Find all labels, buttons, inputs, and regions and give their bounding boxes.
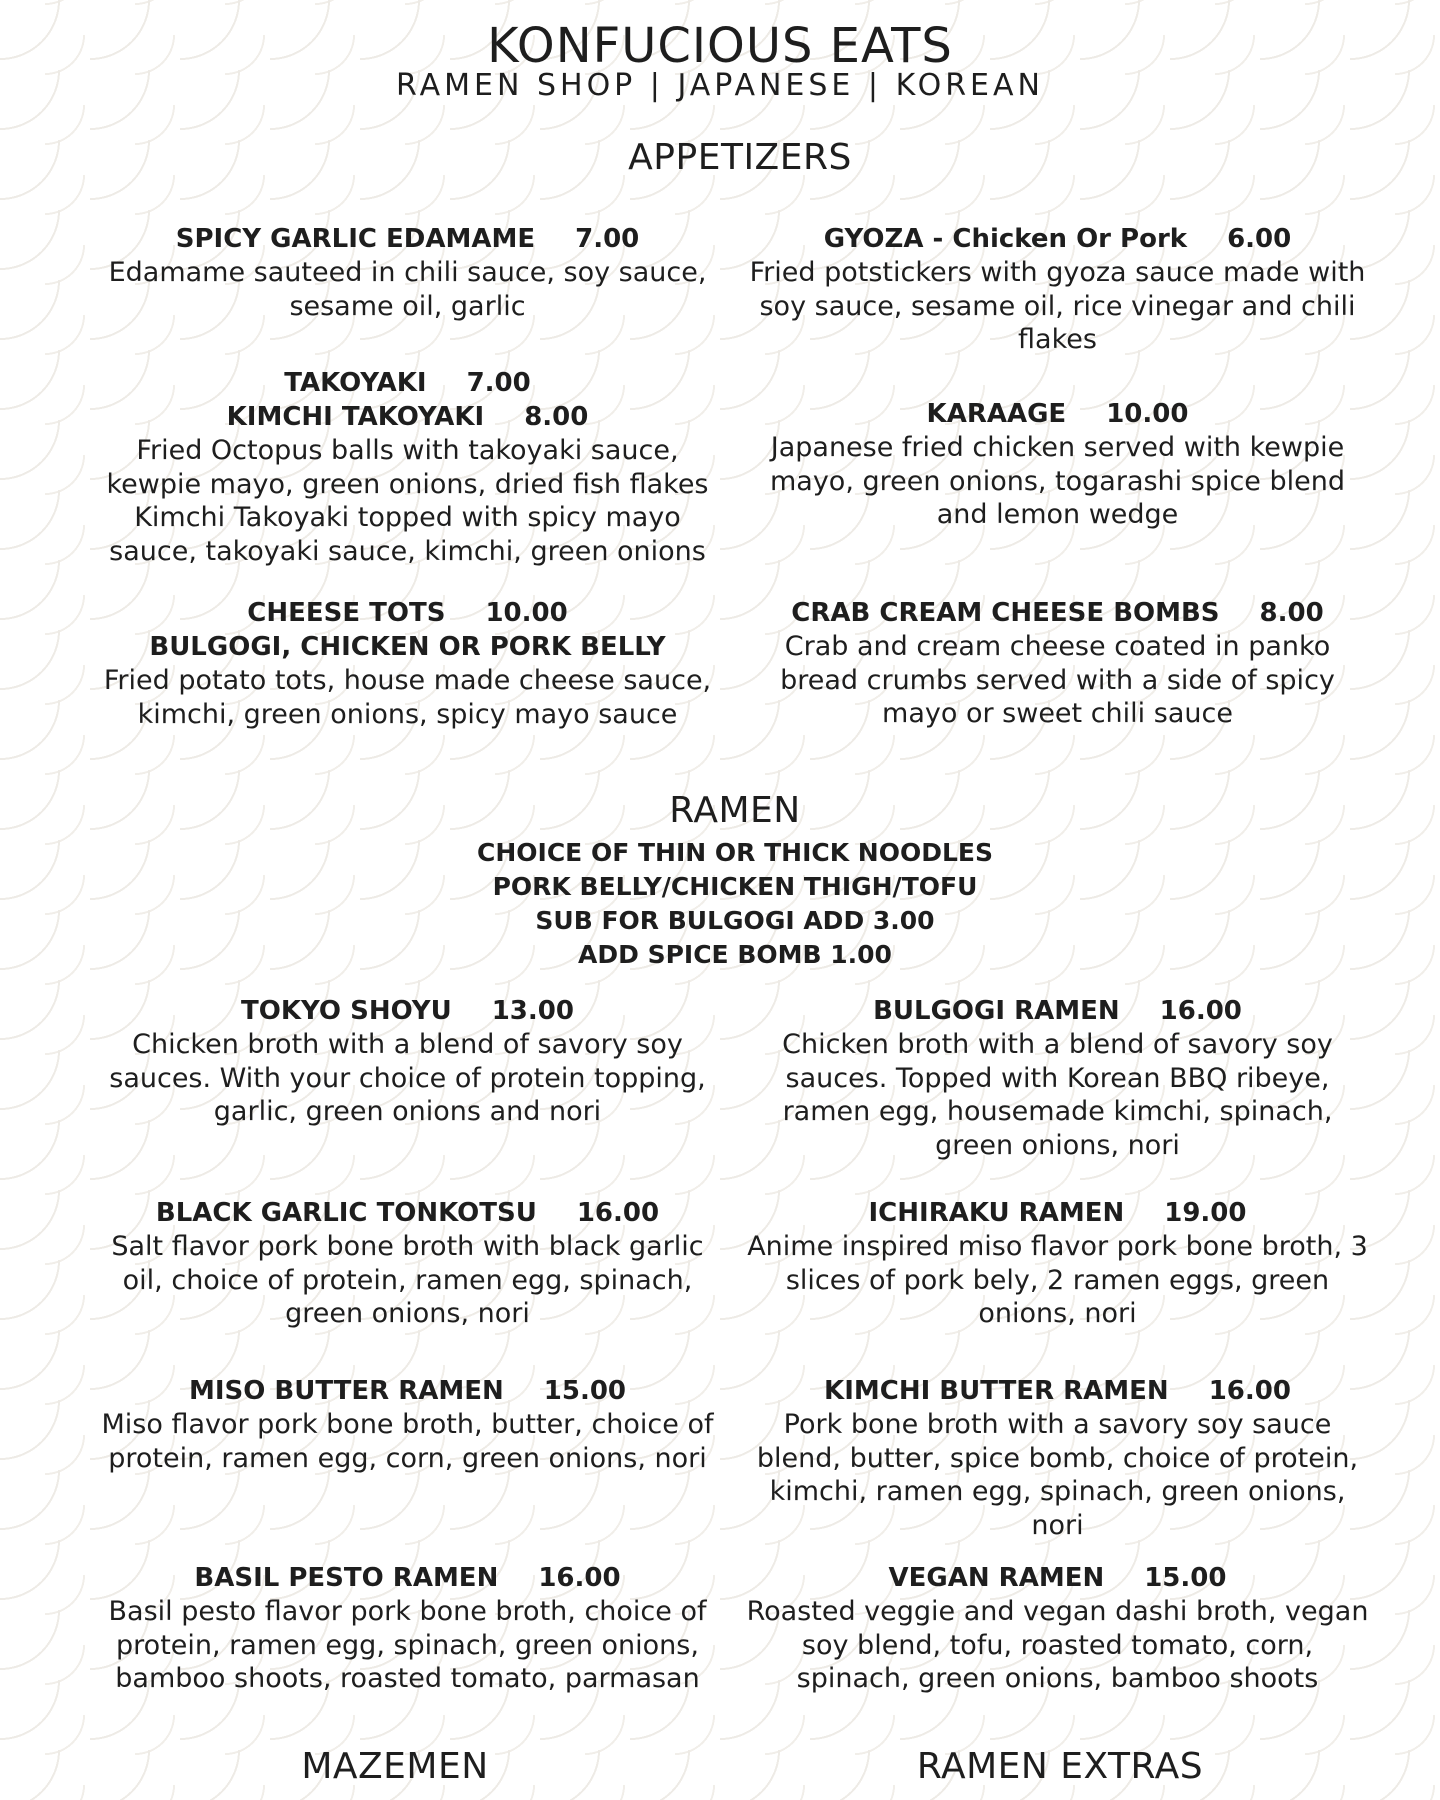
- item-description: Anime inspired miso flavor pork bone broth, 3 slices of pork bely, 2 ramen eggs, green onions, nori: [747, 1231, 1368, 1329]
- item-description: Edamame sauteed in chili sauce, soy sauce, sesame oil, garlic: [108, 257, 707, 322]
- item-name: SPICY GARLIC EDAMAME: [175, 224, 536, 254]
- ramen-notes: [0, 836, 1440, 972]
- item-price: 16.00: [538, 1563, 621, 1593]
- item-name-secondary: KIMCHI TAKOYAKI: [226, 402, 485, 432]
- menu-item-kimchi-butter-ramen: [745, 1374, 1370, 1542]
- ramen-title: RAMEN: [669, 790, 801, 831]
- item-description: Japanese fried chicken served with kewpie mayo, green onions, togarashi spice blend and lemon wedge: [769, 432, 1345, 530]
- item-name: VEGAN RAMEN: [888, 1563, 1105, 1593]
- menu-item-bulgogi-ramen: [745, 994, 1370, 1162]
- menu-item-tokyo-shoyu: [95, 994, 720, 1129]
- item-name: KARAAGE: [926, 399, 1067, 429]
- item-price: 16.00: [576, 1198, 660, 1228]
- menu-item-ichiraku-ramen: [745, 1196, 1370, 1331]
- item-name: GYOZA - Chicken Or Pork: [823, 224, 1188, 254]
- item-name: KIMCHI BUTTER RAMEN: [824, 1376, 1169, 1406]
- item-description: Miso flavor pork bone broth, butter, choice of protein, ramen egg, corn, green onions, nori: [101, 1409, 714, 1474]
- item-price: 7.00: [466, 368, 531, 398]
- item-description: Pork bone broth with a savory soy sauce blend, butter, spice bomb, choice of protein, kimchi, ramen egg, spinach, green onions, nori: [756, 1409, 1359, 1541]
- item-description: Crab and cream cheese coated in panko bread crumbs served with a side of spicy mayo or sweet chili sauce: [780, 631, 1335, 729]
- mazemen-title: MAZEMEN: [301, 1746, 489, 1787]
- item-name: ICHIRAKU RAMEN: [868, 1198, 1125, 1228]
- menu-item-miso-butter-ramen: [95, 1374, 720, 1475]
- item-description: Fried potato tots, house made cheese sauce, kimchi, green onions, spicy mayo sauce: [103, 665, 712, 730]
- item-name-secondary: BULGOGI, CHICKEN OR PORK BELLY: [149, 632, 666, 662]
- menu-item-black-garlic-tonkotsu: [95, 1196, 720, 1331]
- menu-item-takoyaki: [95, 366, 720, 568]
- item-price: 15.00: [543, 1376, 627, 1406]
- menu-item-basil-pesto-ramen: [95, 1561, 720, 1696]
- menu-item-gyoza: [745, 222, 1370, 357]
- ramen-note: CHOICE OF THIN OR THICK NOODLES: [477, 838, 993, 867]
- item-description: Chicken broth with a blend of savory soy sauces. With your choice of protein topping, garlic, green onions and nori: [109, 1029, 706, 1127]
- item-price: 16.00: [1159, 996, 1242, 1026]
- item-name: BLACK GARLIC TONKOTSU: [155, 1198, 537, 1228]
- item-name: BULGOGI RAMEN: [873, 996, 1120, 1026]
- ramen-extras-title: RAMEN EXTRAS: [916, 1746, 1204, 1787]
- ramen-note: ADD SPICE BOMB 1.00: [578, 940, 892, 969]
- restaurant-name: KONFUCIOUS EATS: [487, 18, 953, 74]
- item-price: 10.00: [485, 598, 568, 628]
- menu-item-crab-cream-cheese-bombs: [745, 596, 1370, 731]
- item-price: 10.00: [1106, 399, 1189, 429]
- item-price: 19.00: [1164, 1198, 1247, 1228]
- menu-item-spicy-garlic-edamame: [95, 222, 720, 323]
- item-name: TAKOYAKI: [284, 368, 427, 398]
- item-price: 7.00: [575, 224, 640, 254]
- menu-item-vegan-ramen: [745, 1561, 1370, 1696]
- appetizers-title: APPETIZERS: [628, 137, 852, 178]
- item-price: 8.00: [1259, 598, 1324, 628]
- item-name: CRAB CREAM CHEESE BOMBS: [791, 598, 1220, 628]
- item-name: BASIL PESTO RAMEN: [194, 1563, 499, 1593]
- item-price-secondary: 8.00: [524, 402, 589, 432]
- item-name: MISO BUTTER RAMEN: [188, 1376, 504, 1406]
- item-price: 13.00: [491, 996, 574, 1026]
- item-price: 15.00: [1144, 1563, 1227, 1593]
- item-description: Roasted veggie and vegan dashi broth, vegan soy blend, tofu, roasted tomato, corn, spinach, green onions, bamboo shoots: [746, 1596, 1369, 1694]
- item-description: Chicken broth with a blend of savory soy sauces. Topped with Korean BBQ ribeye, ramen egg, housemade kimchi, spinach, green onions, nori: [782, 1029, 1333, 1161]
- item-description: Salt flavor pork bone broth with black garlic oil, choice of protein, ramen egg, spinach, green onions, nori: [111, 1231, 704, 1329]
- menu-item-cheese-tots: [95, 596, 720, 731]
- item-name: CHEESE TOTS: [247, 598, 446, 628]
- item-description: Fried potstickers with gyoza sauce made with soy sauce, sesame oil, rice vinegar and chili flakes: [749, 257, 1366, 355]
- item-description: Basil pesto flavor pork bone broth, choice of protein, ramen egg, spinach, green onions, bamboo shoots, roasted tomato, parmasan: [108, 1596, 707, 1694]
- restaurant-tagline: RAMEN SHOP | JAPANESE | KOREAN: [396, 68, 1044, 103]
- item-price: 16.00: [1208, 1376, 1291, 1406]
- menu-item-karaage: [745, 397, 1370, 532]
- ramen-note: SUB FOR BULGOGI ADD 3.00: [535, 906, 935, 935]
- item-description: Fried Octopus balls with takoyaki sauce, kewpie mayo, green onions, dried fish flakes Kimchi Takoyaki topped with spicy mayo sauce, takoyaki sauce, kimchi, green onions: [106, 435, 709, 567]
- item-price: 6.00: [1227, 224, 1292, 254]
- ramen-note: PORK BELLY/CHICKEN THIGH/TOFU: [492, 872, 978, 901]
- item-name: TOKYO SHOYU: [241, 996, 452, 1026]
